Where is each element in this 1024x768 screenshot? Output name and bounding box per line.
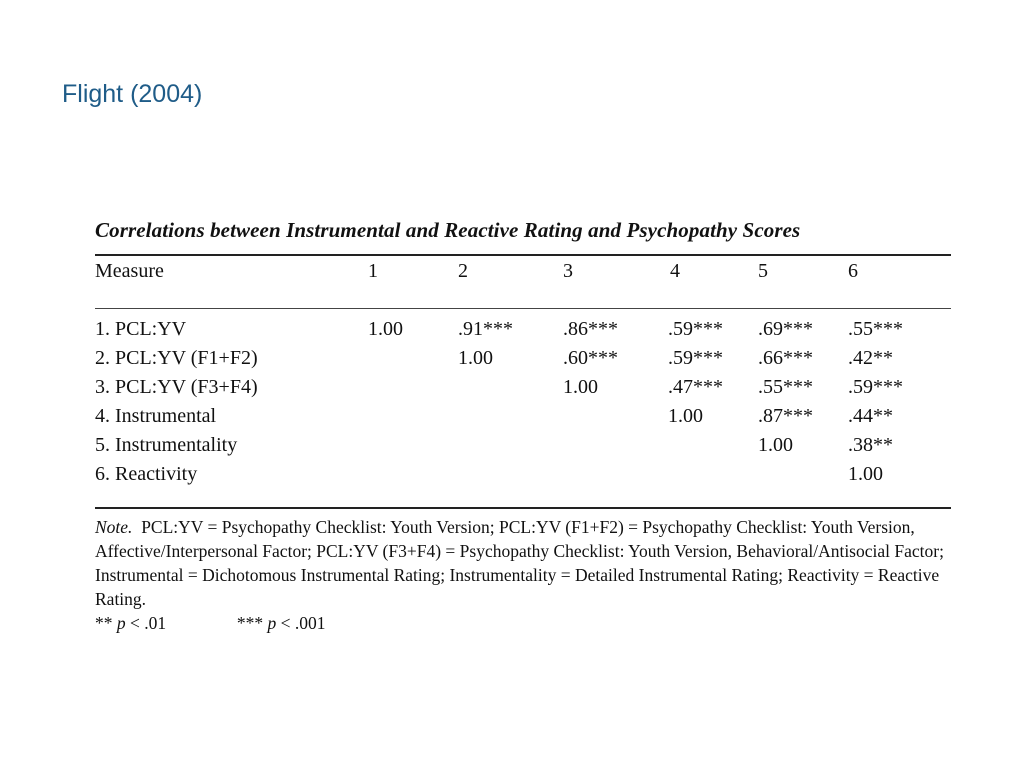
table-note xyxy=(95,515,951,611)
table-row xyxy=(95,402,951,431)
header-col-2: 2 xyxy=(458,260,468,282)
table-header-row xyxy=(95,256,951,290)
row-label: 1. PCL:YV xyxy=(95,318,187,340)
table-cell: .38** xyxy=(848,434,893,456)
significance-legend xyxy=(95,611,951,635)
table-cell: .55*** xyxy=(758,376,813,398)
table-cell: .55*** xyxy=(848,318,903,340)
table-row xyxy=(95,315,951,344)
header-col-4: 4 xyxy=(670,260,680,282)
sig-2-stars: *** xyxy=(236,613,264,633)
table-cell: 1.00 xyxy=(758,434,793,456)
note-text: PCL:YV = Psychopathy Checklist: Youth Version; PCL:YV (F1+F2) = Psychopathy Checklist: Youth Version, Affective/Interpersonal Factor; PCL:YV (F3+F4) = Psychopathy Checklist: Youth Version, Behavioral/Antisocial Factor; Instrumental = Dichotomous Instrumental Rating; Instrumentality = Detailed Instrumental Rating; Reactivity = Reactive Rating. xyxy=(95,517,944,609)
header-col-1: 1 xyxy=(368,260,378,282)
table-cell: .91*** xyxy=(458,318,513,340)
slide-title: Flight (2004) xyxy=(62,80,203,108)
header-col-3: 3 xyxy=(563,260,573,282)
sig-1-p: p xyxy=(116,613,126,633)
table-cell: .59*** xyxy=(668,318,723,340)
table-cell: 1.00 xyxy=(563,376,598,398)
row-label: 2. PCL:YV (F1+F2) xyxy=(95,347,258,369)
table-row xyxy=(95,344,951,373)
sig-2-p: p xyxy=(267,613,277,633)
header-col-6: 6 xyxy=(848,260,858,282)
table-cell: .86*** xyxy=(563,318,618,340)
table-cell: .66*** xyxy=(758,347,813,369)
sig-1-value: < .01 xyxy=(130,613,167,633)
table-cell: .42** xyxy=(848,347,893,369)
row-label: 4. Instrumental xyxy=(95,405,217,427)
table-cell: 1.00 xyxy=(668,405,703,427)
table-cell: .60*** xyxy=(563,347,618,369)
sig-2-value: < .001 xyxy=(280,613,326,633)
table-row xyxy=(95,373,951,402)
table-cell: .69*** xyxy=(758,318,813,340)
sig-1-stars: ** xyxy=(95,613,113,633)
table-caption: Correlations between Instrumental and Reactive Rating and Psychopathy Scores xyxy=(95,218,801,242)
correlation-table xyxy=(95,214,951,635)
header-measure: Measure xyxy=(95,260,164,282)
row-label: 6. Reactivity xyxy=(95,463,198,485)
row-label: 3. PCL:YV (F3+F4) xyxy=(95,376,258,398)
table-cell: .87*** xyxy=(758,405,813,427)
table-row xyxy=(95,460,951,489)
row-label: 5. Instrumentality xyxy=(95,434,238,456)
header-col-5: 5 xyxy=(758,260,768,282)
table-cell: .59*** xyxy=(848,376,903,398)
table-row xyxy=(95,431,951,460)
table-cell: .44** xyxy=(848,405,893,427)
table-cell: .47*** xyxy=(668,376,723,398)
bottom-rule xyxy=(95,507,951,509)
table-cell: 1.00 xyxy=(848,463,883,485)
table-cell: 1.00 xyxy=(368,318,403,340)
table-cell: .59*** xyxy=(668,347,723,369)
note-label: Note. xyxy=(95,517,133,537)
table-cell: 1.00 xyxy=(458,347,493,369)
